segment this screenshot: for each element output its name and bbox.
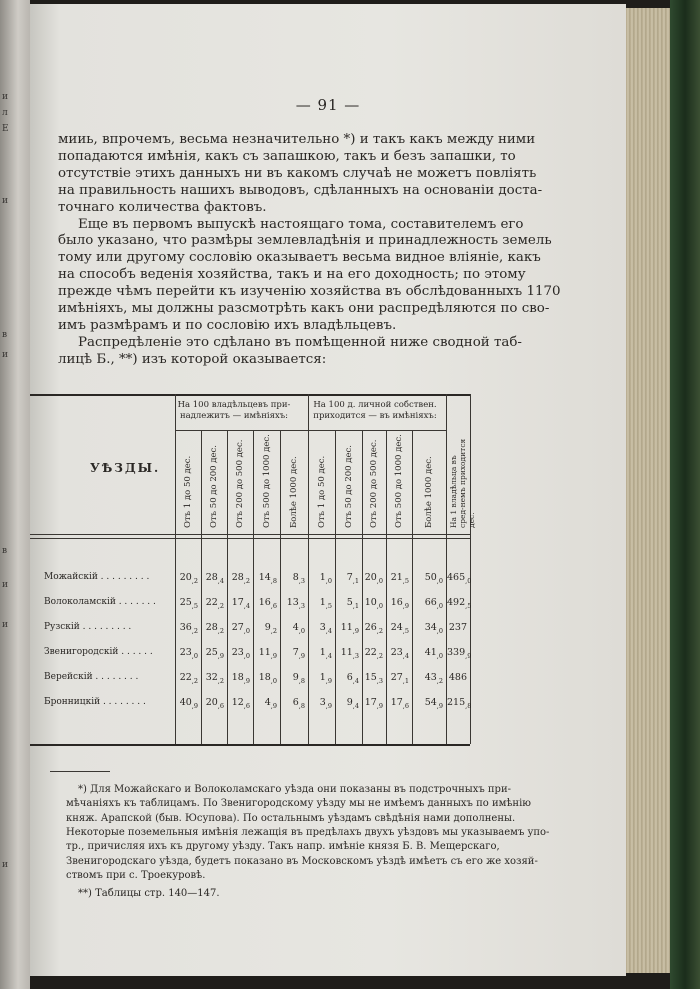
table-cell [202,647,224,660]
table-cell [228,622,250,635]
left-fragment: и [2,620,8,630]
group1-title: На 100 владѣльцевъ при-надлежитъ — имѣніяхъ: [177,400,291,421]
table-cell [254,672,277,685]
column-header-text: Отъ 1 до 50 дес. [183,455,193,528]
table-cell [281,697,305,710]
cell-fraction: ,2 [376,651,383,660]
cell-value: 24 [390,622,403,633]
cell-fraction: ,3 [376,676,383,685]
cell-value: 32 [205,672,218,683]
left-fragment: и [2,196,8,206]
table-rule [30,538,470,539]
book-cover [670,0,700,989]
table-rule [30,534,470,535]
table-cell [413,672,443,685]
cell-fraction: ,9 [325,701,332,710]
cell-fraction: ,5 [402,626,409,635]
table-cell [254,647,277,660]
cell-fraction: ,4 [217,576,224,585]
footnotes [66,782,606,912]
cell-value: 465 [447,572,466,583]
cell-value: 34 [424,622,437,633]
data-table [30,394,476,746]
cell-value: 7 [292,647,299,658]
cell-value: 27 [390,672,403,683]
table-cell [363,597,383,610]
cell-value: 50 [424,572,437,583]
table-cell [387,697,409,710]
cell-value: 10 [364,597,377,608]
cell-fraction: ,5 [191,601,198,610]
cell-value: 25 [179,597,192,608]
cell-fraction: ,4 [352,701,359,710]
table-cell [309,647,332,660]
cell-fraction: ,2 [243,576,250,585]
table-cell [447,572,472,585]
cell-value: 28 [205,572,218,583]
table-cell [202,597,224,610]
left-fragment: в [2,330,8,340]
cell-value: 40 [179,697,192,708]
cell-value: 22 [364,647,377,658]
cell-value: 22 [179,672,192,683]
row-uezd-name: Волоколамскій . . . . . . . [44,597,156,607]
table-cell [363,647,383,660]
cell-value: 43 [424,672,437,683]
table-cell [228,647,250,660]
cell-fraction: ,9 [465,651,472,660]
table-cell [176,597,198,610]
table-cell [387,572,409,585]
table-rule [30,744,470,746]
cell-fraction: ,6 [217,701,224,710]
footnote-line: тр., причисляя ихъ къ другому уѣзду. Такъ напр. имѣніе князя Б. В. Мещерскаго, [66,841,500,853]
cell-value: 9 [264,622,271,633]
page-edges [626,8,670,973]
book-page [30,4,626,976]
cell-value: 486 [448,672,467,683]
cell-value: 18 [231,672,244,683]
footnote-line: Звенигородскаго уѣзда, будетъ показано въ Московскомъ уѣздѣ имѣетъ съ его же хозяй- [66,855,538,867]
column-header-text: На 1 владѣльца въ сред-немъ приходится дес. [449,438,476,528]
table-rule [446,394,447,744]
cell-value: 17 [390,697,403,708]
cell-value: 27 [231,622,244,633]
text-line: тому или другому сословію оказываетъ весьма видное вліяніе, какъ [58,250,541,266]
row-uezd-name: Рузскій . . . . . . . . . [44,622,132,632]
table-cell [413,697,443,710]
table-cell [176,572,198,585]
cell-fraction: ,0 [465,576,472,585]
cell-fraction: ,0 [191,651,198,660]
table-cell [228,597,250,610]
table-cell [447,672,467,683]
body-text [58,132,603,372]
column-header-text: Отъ 500 до 1000 дес. [394,434,404,528]
cell-fraction: ,9 [270,701,277,710]
cell-fraction: ,9 [436,701,443,710]
cell-fraction: ,2 [217,601,224,610]
table-cell [228,572,250,585]
table-cell [387,622,409,635]
table-cell [363,697,383,710]
text-line: прежде чѣмъ перейти къ изученію хозяйства въ обслѣдованныхъ 1170 [58,284,561,300]
cell-fraction: ,9 [191,701,198,710]
cell-value: 4 [264,697,271,708]
text-line: было указано, что размѣры землевладѣнія и принадлежность земель [58,233,552,249]
cell-value: 1 [319,647,326,658]
table-cell [176,697,198,710]
cell-fraction: ,0 [436,576,443,585]
cell-value: 215 [447,697,466,708]
cell-value: 41 [424,647,437,658]
cell-fraction: ,5 [325,601,332,610]
cell-fraction: ,4 [325,626,332,635]
cell-value: 237 [448,622,467,633]
table-cell [202,672,224,685]
table-cell [228,697,250,710]
left-fragment: и [2,92,8,102]
cell-fraction: ,0 [376,576,383,585]
cell-fraction: ,9 [376,701,383,710]
cell-value: 3 [319,697,326,708]
cell-fraction: ,8 [465,701,472,710]
table-cell [447,597,472,610]
cell-value: 17 [231,597,244,608]
column-header-text: Отъ 500 до 1000 дес. [261,434,272,528]
cell-value: 9 [292,672,299,683]
cell-fraction: ,1 [352,576,359,585]
footnote-line: *) Для Можайскаго и Волоколамскаго уѣзда они показаны въ подстрочныхъ при- [78,784,511,795]
cell-value: 22 [205,597,218,608]
cell-fraction: ,9 [243,676,250,685]
cell-value: 5 [346,597,353,608]
text-line: на способъ веденія хозяйства, такъ и на его доходность; по этому [58,267,526,283]
cell-fraction: ,3 [298,601,305,610]
row-uezd-name: Можайскій . . . . . . . . . [44,572,150,582]
table-cell [413,572,443,585]
table-cell [309,597,332,610]
row-uezd-name: Бронницкій . . . . . . . . [44,697,146,707]
table-cell [281,647,305,660]
cell-fraction: ,0 [243,651,250,660]
group2-title: На 100 д. личной собствен. приходится — въ имѣніяхъ: [313,400,437,421]
table-cell [387,672,409,685]
cell-value: 20 [205,697,218,708]
cell-fraction: ,9 [352,626,359,635]
footnote-line: **) Таблицы стр. 140—147. [78,888,220,900]
cell-value: 8 [292,572,299,583]
cell-value: 18 [258,672,271,683]
cell-value: 36 [179,622,192,633]
left-fragment: и [2,580,8,590]
text-line: Еще въ первомъ выпускѣ настоящаго тома, составителемъ его [78,216,524,232]
left-fragment: и [2,350,8,360]
footnote-line: Некоторые поземельныя имѣнія лежащія въ предѣлахъ двухъ уѣздовъ мы указываемъ упо- [66,826,550,838]
text-line: попадаются имѣнія, какъ съ запашкою, такъ и безъ запашки, то [58,148,516,164]
table-cell [363,622,383,635]
cell-fraction: ,0 [270,676,277,685]
table-cell [413,622,443,635]
table-cell [363,572,383,585]
cell-fraction: ,8 [270,576,277,585]
cell-fraction: ,9 [402,601,409,610]
table-cell [447,647,472,660]
cell-value: 4 [292,622,299,633]
column-header-text: Отъ 200 до 500 дес. [369,439,379,528]
table-cell [309,622,332,635]
table-cell [254,572,277,585]
cell-value: 7 [346,572,353,583]
cell-fraction: ,2 [436,676,443,685]
cell-fraction: ,2 [191,676,198,685]
table-cell [281,572,305,585]
cell-value: 11 [340,622,353,633]
table-cell [336,597,359,610]
table-cell [363,672,383,685]
cell-value: 26 [364,622,377,633]
cell-value: 20 [179,572,192,583]
footnote-line: мѣчаніяхъ къ таблицамъ. По Звенигородскому уѣзду мы не имѣемъ данныхъ по имѣнію [66,798,531,810]
table-rule [308,394,309,744]
column-header-text: Отъ 50 до 200 дес. [209,444,219,528]
table-cell [202,572,224,585]
text-line: Распредѣленіе это сдѣлано въ помѣщенной ниже сводной таб- [78,334,522,350]
cell-fraction: ,1 [352,601,359,610]
cell-value: 12 [231,697,244,708]
table-cell [254,597,277,610]
cell-value: 15 [364,672,377,683]
cell-fraction: ,8 [298,676,305,685]
cell-value: 23 [390,647,403,658]
cell-value: 16 [258,597,271,608]
cell-value: 1 [319,597,326,608]
footnote-line: ствомъ при с. Троекуровѣ. [66,869,206,881]
table-rule [308,430,446,431]
table-cell [336,622,359,635]
cell-value: 25 [205,647,218,658]
cell-value: 14 [258,572,271,583]
table-cell [309,672,332,685]
cell-fraction: ,9 [270,651,277,660]
cell-fraction: ,0 [436,651,443,660]
cell-value: 3 [319,622,326,633]
column-header-text: Болѣе 1000 дес. [424,456,434,528]
table-cell [281,672,305,685]
cell-fraction: ,9 [325,676,332,685]
cell-fraction: ,2 [217,676,224,685]
cell-value: 21 [390,572,403,583]
table-cell [254,622,277,635]
table-cell [202,622,224,635]
column-header-text: Отъ 50 до 200 дес. [343,444,354,528]
cell-fraction: ,3 [352,651,359,660]
cell-fraction: ,0 [298,626,305,635]
table-cell [176,672,198,685]
text-line: отсутствіе этихъ данныхъ ни въ какомъ случаѣ не можетъ повліять [58,165,537,181]
cell-fraction: ,9 [298,651,305,660]
cell-fraction: ,2 [191,626,198,635]
cell-fraction: ,2 [217,626,224,635]
table-rule [175,430,308,431]
cell-fraction: ,4 [243,601,250,610]
table-cell [387,597,409,610]
table-cell [309,697,332,710]
table-cell [309,572,332,585]
footnote-line: княж. Арапской (быв. Юсупова). По остальнымъ уѣздамъ свѣдѣнія нами дополнены. [66,812,516,824]
table-cell [176,622,198,635]
cell-value: 28 [205,622,218,633]
cell-value: 66 [424,597,437,608]
left-fragment: Е [2,124,9,134]
cell-fraction: ,6 [402,701,409,710]
cell-value: 6 [292,697,299,708]
cell-value: 6 [346,672,353,683]
column-header-text: Отъ 200 до 500 дес. [235,439,245,528]
cell-fraction: ,8 [298,701,305,710]
cell-fraction: ,0 [243,626,250,635]
cell-value: 17 [364,697,377,708]
cell-value: 1 [319,672,326,683]
text-line: точнаго количества фактовъ. [58,199,267,215]
table-cell [387,647,409,660]
table-cell [447,622,467,633]
table-cell [413,647,443,660]
table-cell [281,597,305,610]
table-cell [336,647,359,660]
cell-value: 13 [286,597,299,608]
table-cell [447,697,472,710]
left-fragment: и [2,860,8,870]
cell-fraction: ,0 [436,601,443,610]
cell-fraction: ,9 [217,651,224,660]
cell-fraction: ,4 [325,651,332,660]
table-cell [413,597,443,610]
table-rule [175,394,176,744]
text-line: лицѣ Б., **) изъ которой оказывается: [58,351,327,367]
cell-fraction: ,6 [243,701,250,710]
table-cell [336,572,359,585]
cell-fraction: ,0 [325,576,332,585]
row-header-label: УѢЗДЫ. [90,461,161,475]
table-cell [281,622,305,635]
cell-value: 11 [340,647,353,658]
table-cell [176,647,198,660]
row-uezd-name: Верейскій . . . . . . . . [44,672,139,682]
cell-fraction: ,5 [465,601,472,610]
table-cell [336,672,359,685]
footnote-rule [50,771,110,772]
text-line: на правильность нашихъ выводовъ, сдѣланныхъ на основаніи доста- [58,182,543,198]
page-number: — 91 — [295,96,361,114]
column-header-text: Болѣе 1000 дес. [289,456,299,528]
column-header-text: Отъ 1 до 50 дес. [316,455,327,528]
cell-value: 54 [424,697,437,708]
cell-value: 492 [447,597,466,608]
table-cell [336,697,359,710]
text-line: имѣніяхъ, мы должны разсмотрѣть какъ они распредѣляются по сво- [58,301,550,316]
left-fragment: л [2,108,8,118]
row-uezd-name: Звенигородскій . . . . . . [44,647,153,657]
cell-fraction: ,4 [402,651,409,660]
table-cell [202,697,224,710]
cell-value: 1 [319,572,326,583]
left-fragment: в [2,546,8,556]
cell-value: 28 [231,572,244,583]
cell-fraction: ,6 [270,601,277,610]
text-line: мииь, впрочемъ, весьма незначительно *) и такъ какъ между ними [58,132,536,147]
cell-value: 23 [179,647,192,658]
cell-value: 23 [231,647,244,658]
cell-value: 20 [364,572,377,583]
cell-fraction: ,2 [270,626,277,635]
cell-fraction: ,0 [436,626,443,635]
cell-fraction: ,4 [352,676,359,685]
cell-fraction: ,0 [376,601,383,610]
table-cell [254,697,277,710]
cell-fraction: ,2 [376,626,383,635]
left-page-edge [0,0,30,989]
cell-value: 339 [447,647,466,658]
text-line: имъ размѣрамъ и по сословію ихъ владѣльцевъ. [58,317,397,333]
cell-fraction: ,5 [402,576,409,585]
cell-value: 16 [390,597,403,608]
table-cell [228,672,250,685]
cell-fraction: ,1 [402,676,409,685]
cell-value: 9 [346,697,353,708]
cell-fraction: ,3 [298,576,305,585]
table-rule [30,394,470,396]
cell-value: 11 [258,647,271,658]
cell-fraction: ,2 [191,576,198,585]
